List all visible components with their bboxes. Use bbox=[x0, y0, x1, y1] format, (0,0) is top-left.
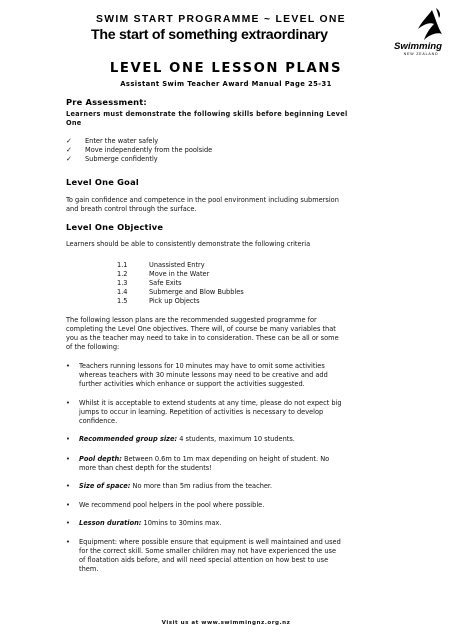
tagline: The start of something extraordinary bbox=[91, 27, 328, 43]
lesson-intro-line: completing the Level One objectives. There will, of course be many variables that bbox=[66, 325, 336, 333]
lesson-intro-line: you as the teacher may need to take in to consideration. These can be all or some bbox=[66, 334, 339, 342]
page-title: LEVEL ONE LESSON PLANS bbox=[109, 61, 343, 76]
bullet-item bbox=[66, 362, 394, 389]
criteria-number: 1.2 bbox=[117, 270, 128, 278]
bullet-icon: • bbox=[66, 501, 70, 509]
pre-assessment-heading: Pre Assessment: bbox=[66, 97, 147, 107]
bullet-icon: • bbox=[66, 455, 70, 463]
criteria-label: Submerge and Blow Bubbles bbox=[149, 288, 244, 296]
bullet-icon: • bbox=[66, 435, 70, 443]
bullet-icon: • bbox=[66, 482, 70, 490]
checkmark-icon: ✓ bbox=[66, 155, 72, 163]
bullet-icon: • bbox=[66, 538, 70, 546]
bullet-item bbox=[66, 482, 394, 491]
lesson-intro-paragraph bbox=[66, 316, 392, 352]
bullet-lead: Recommended group size: bbox=[79, 435, 178, 443]
footer-website: Visit us at www.swimmingnz.org.nz bbox=[161, 620, 291, 626]
bullet-line: Whilst it is acceptable to extend students at any time, please do not expect big bbox=[79, 399, 342, 407]
criteria-item bbox=[117, 279, 182, 288]
bullet-lead: Size of space: bbox=[79, 482, 131, 490]
criteria-label: Move in the Water bbox=[149, 270, 210, 278]
goal-line: To gain confidence and competence in the pool environment including submersion bbox=[66, 196, 339, 204]
objective-heading: Level One Objective bbox=[66, 222, 164, 232]
bullet-item bbox=[66, 538, 394, 574]
criteria-item bbox=[117, 270, 209, 279]
checkmark-icon: ✓ bbox=[66, 146, 72, 154]
bullet-line: them. bbox=[79, 565, 99, 573]
bullet-icon: • bbox=[66, 519, 70, 527]
bullet-line: 10mins to 30mins max. bbox=[141, 519, 222, 527]
criteria-number: 1.1 bbox=[117, 261, 128, 269]
criteria-number: 1.5 bbox=[117, 297, 128, 305]
bullet-item bbox=[66, 455, 394, 473]
pre-assessment-intro-line: One bbox=[66, 119, 82, 127]
bullet-line: No more than 5m radius from the teacher. bbox=[130, 482, 273, 490]
criteria-item bbox=[117, 288, 244, 297]
checklist-item-label: Enter the water safely bbox=[85, 137, 159, 145]
criteria-item bbox=[117, 261, 205, 270]
bullet-line: whereas teachers with 30 minute lessons may need to be creative and add bbox=[79, 371, 328, 379]
checklist-item bbox=[66, 137, 158, 146]
pre-assessment-intro-line: Learners must demonstrate the following skills before beginning Level bbox=[66, 110, 348, 118]
bullet-line: Teachers running lessons for 10 minutes may have to omit some activities bbox=[79, 362, 325, 370]
objective-intro: Learners should be able to consistently demonstrate the following criteria bbox=[66, 240, 311, 248]
logo-subtitle: NEW ZEALAND bbox=[403, 52, 439, 56]
criteria-number: 1.3 bbox=[117, 279, 128, 287]
criteria-item bbox=[117, 297, 200, 306]
criteria-label: Unassisted Entry bbox=[149, 261, 205, 269]
checklist-item-label: Submerge confidently bbox=[85, 155, 158, 163]
bullet-lead: Lesson duration: bbox=[79, 519, 142, 527]
bullet-line: jumps to occur in learning. Repetition of activities is necessary to develop bbox=[79, 408, 324, 416]
bullet-item bbox=[66, 519, 394, 528]
bullet-line: of floatation aids before, and will need special attention on how best to use bbox=[79, 556, 329, 564]
bullet-line: Equipment: where possible ensure that equipment is well maintained and used bbox=[79, 538, 341, 546]
bullet-line: more than chest depth for the students! bbox=[79, 464, 212, 472]
criteria-label: Safe Exits bbox=[149, 279, 182, 287]
bullet-icon: • bbox=[66, 362, 70, 370]
bullet-item bbox=[66, 501, 394, 510]
lesson-intro-line: The following lesson plans are the recommended suggested programme for bbox=[66, 316, 317, 324]
bullet-icon: • bbox=[66, 399, 70, 407]
bullet-line: for the correct skill. Some smaller children may not have experienced the use bbox=[79, 547, 337, 555]
programme-header: SWIM START PROGRAMME ~ LEVEL ONE bbox=[96, 14, 346, 25]
page-subtitle: Assistant Swim Teacher Award Manual Page 25-31 bbox=[120, 80, 332, 88]
lesson-intro-line: of the following: bbox=[66, 343, 120, 351]
checklist-item bbox=[66, 146, 212, 155]
pre-assessment-intro bbox=[66, 110, 386, 128]
goal-text bbox=[66, 196, 392, 214]
criteria-number: 1.4 bbox=[117, 288, 128, 296]
checklist-item bbox=[66, 155, 158, 164]
bullet-lead: Pool depth: bbox=[79, 455, 122, 463]
bullet-item bbox=[66, 399, 394, 426]
criteria-label: Pick up Objects bbox=[149, 297, 200, 305]
bullet-line: 4 students, maximum 10 students. bbox=[177, 435, 295, 443]
bullet-line: We recommend pool helpers in the pool where possible. bbox=[79, 501, 265, 509]
goal-line: and breath control through the surface. bbox=[66, 205, 197, 213]
logo-wordmark: Swimming bbox=[394, 41, 442, 52]
bullet-line: Between 0.6m to 1m max depending on height of student. No bbox=[121, 455, 330, 463]
bullet-item bbox=[66, 435, 394, 444]
bullet-line: confidence. bbox=[79, 417, 118, 425]
checklist-item-label: Move independently from the poolside bbox=[85, 146, 213, 154]
checkmark-icon: ✓ bbox=[66, 137, 72, 145]
bullet-line: further activities which enhance or support the activities suggested. bbox=[79, 380, 305, 388]
goal-heading: Level One Goal bbox=[66, 177, 139, 187]
